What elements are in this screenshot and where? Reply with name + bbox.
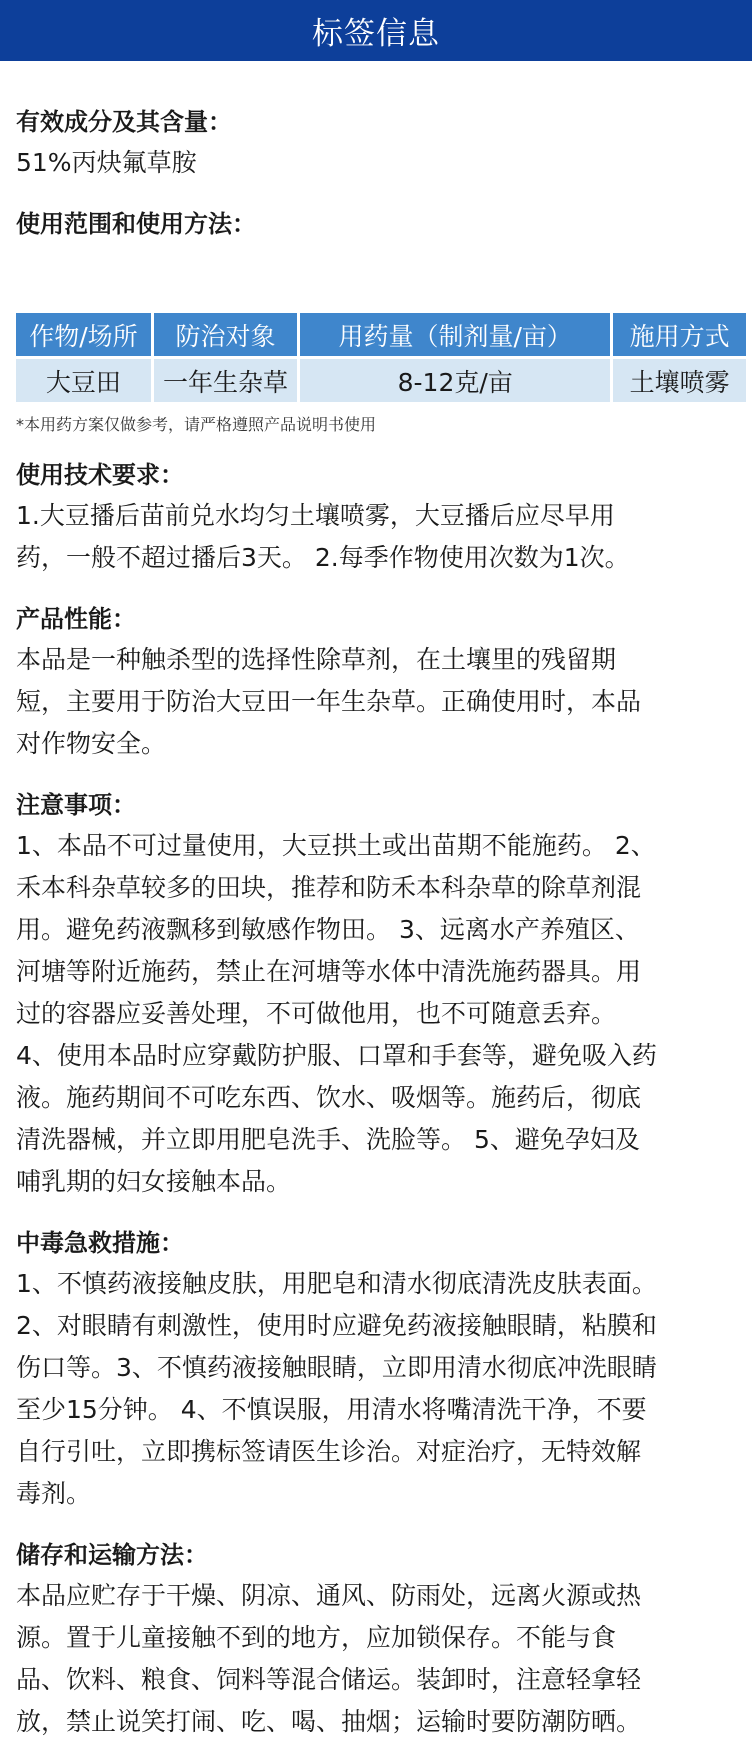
table-row <box>16 359 746 402</box>
technique-body: 1.大豆播后苗前兑水均匀土壤喷雾，大豆播后应尽早用 药，一般不超过播后3天。 2.每季作物使用次数为1次。 <box>16 501 630 572</box>
ingredient-section <box>16 102 738 184</box>
cell-crop: 大豆田 <box>16 359 151 402</box>
usage-section <box>16 204 738 437</box>
table-header-row <box>16 313 746 356</box>
usage-title: 使用范围和使用方法： <box>16 210 256 238</box>
header-dosage: 用药量（制剂量/亩） <box>300 313 610 356</box>
dosage-table <box>13 310 749 405</box>
first-aid-section <box>16 1223 738 1515</box>
precautions-title: 注意事项： <box>16 791 136 819</box>
precautions-body: 1、本品不可过量使用，大豆拱土或出苗期不能施药。 2、 禾本科杂草较多的田块，推荐和防禾本科杂草的除草剂混 用。避免药液飘移到敏感作物田。 3、远离水产养殖区、 河塘等附近施药，禁止在河塘等水体中清洗施药器具。用 过的容器应妥善处理，不可做他用，也不可随意丢弃。 4、使用本品时应穿戴防护服、口罩和手套等，避免吸入药 液。施药期间不可吃东西、饮水、吸烟等。施药后，彻底 清洗器械，并立即用肥皂洗手、洗脸等。 5、避免孕妇及 哺乳期的妇女接触本品。 <box>16 831 657 1196</box>
ingredient-title: 有效成分及其含量： <box>16 108 232 136</box>
first-aid-title: 中毒急救措施： <box>16 1229 184 1257</box>
cell-dosage: 8-12克/亩 <box>300 359 610 402</box>
header-crop: 作物/场所 <box>16 313 151 356</box>
storage-section <box>16 1535 738 1743</box>
header-target: 防治对象 <box>154 313 297 356</box>
first-aid-body: 1、不慎药液接触皮肤，用肥皂和清水彻底清洗皮肤表面。 2、对眼睛有刺激性，使用时应避免药液接触眼睛，粘膜和 伤口等。3、不慎药液接触眼睛，立即用清水彻底冲洗眼睛 至少15分钟。 4、不慎误服，用清水将嘴清洗干净，不要 自行引吐，立即携标签请医生诊治。对症治疗，无特效解 毒剂。 <box>16 1269 657 1508</box>
header-bar <box>0 0 752 61</box>
page-title: 标签信息 <box>312 16 440 52</box>
performance-title: 产品性能： <box>16 605 136 633</box>
technique-title: 使用技术要求： <box>16 461 184 489</box>
performance-section <box>16 599 738 765</box>
technique-section <box>16 455 738 579</box>
cell-target: 一年生杂草 <box>154 359 297 402</box>
precautions-section <box>16 785 738 1203</box>
header-method: 施用方式 <box>613 313 746 356</box>
cell-method: 土壤喷雾 <box>613 359 746 402</box>
storage-title: 储存和运输方法： <box>16 1541 208 1569</box>
storage-body: 本品应贮存于干燥、阴凉、通风、防雨处，远离火源或热 源。置于儿童接触不到的地方，应加锁保存。不能与食 品、饮料、粮食、饲料等混合储运。装卸时，注意轻拿轻 放，禁止说笑打闹、吃、喝、抽烟；运输时要防潮防晒。 <box>16 1581 642 1736</box>
label-content <box>0 61 752 1743</box>
performance-body: 本品是一种触杀型的选择性除草剂，在土壤里的残留期 短，主要用于防治大豆田一年生杂草。正确使用时，本品 对作物安全。 <box>16 645 642 758</box>
usage-footnote: *本用药方案仅做参考，请严格遵照产品说明书使用 <box>16 415 377 434</box>
ingredient-body: 51%丙炔氟草胺 <box>16 148 197 177</box>
